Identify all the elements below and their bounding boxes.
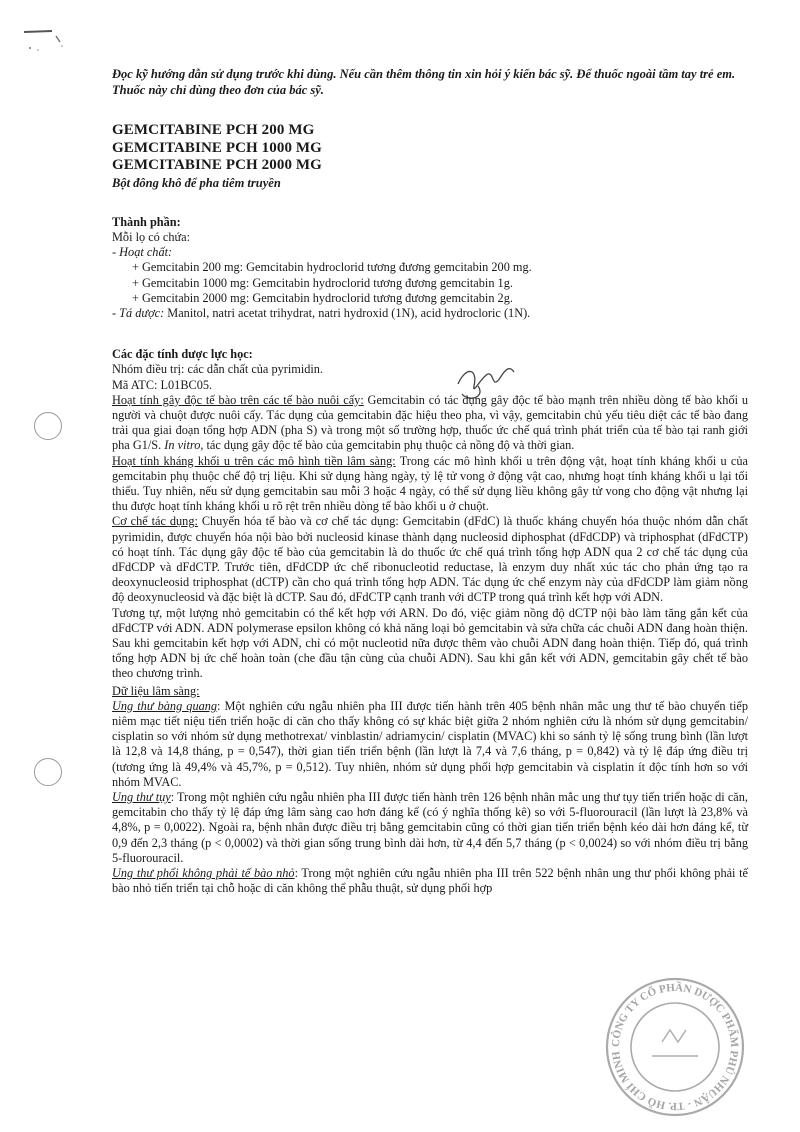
punch-hole	[34, 758, 62, 786]
lung-cancer-paragraph: Ung thư phổi không phải tế bào nhỏ: Trong một nghiên cứu ngẫu nhiên pha III trên 522 bệnh nhân ung thư phổi không phải tế bào nhỏ tiến triển tại chỗ hoặc di căn không thể phẫu thuật, sử dụng phối hợp	[112, 866, 748, 896]
scan-mark-decoration	[18, 18, 78, 58]
therapeutic-group: Nhóm điều trị: các dẫn chất của pyrimidin.	[112, 362, 324, 377]
mechanism-paragraph: Cơ chế tác dụng: Chuyển hóa tế bào và cơ chế tác dụng: Gemcitabin (dFdC) là thuốc kháng chuyển hóa thuộc nhóm dẫn chất pyrimidin, được chuyển hóa nội bào bởi nucleosid kinase thành dạng nucleosid diphosphat (dFdCDP) và triphosphat (dFdCTP) có hoạt tính. Tác dụng gây độc tế bào của gemcitabin là do thuốc ức chế quá trình tổng hợp ADN qua 2 cơ chế tác dụng của dFdCDP và dFdCTP. Trước tiên, dFdCDP ức chế ribonucleotid reductase, là enzym duy nhất xúc tác cho phản ứng tạo ra deoxynucleosid triphosphat (dCTP) cần cho quá trình tổng hợp ADN. Tác dụng ức chế enzym này của dFdCDP làm giảm nồng độ deoxynucleosid và đặc biệt là dCTP. Sau đó, dFdCTP cạnh tranh với dCTP trong quá trình kết hợp với ADN.	[112, 514, 748, 605]
product-name: GEMCITABINE PCH 2000 MG	[112, 157, 322, 173]
mechanism-paragraph-continued: Tương tự, một lượng nhỏ gemcitabin có thể kết hợp với ARN. Do đó, việc giảm nồng độ dCTP nội bào làm tăng gắn kết của dFdCTP với ADN. ADN polymerase epsilon không có khả năng loại bỏ gemcitabin và sửa chữa các chuỗi ADN đang hoàn thiện. Sau khi gemcitabin kết hợp với ADN, chỉ có một nucleotid nữa được thêm vào chuỗi ADN đang hoàn thiện. Tiếp đó, quá trình tổng hợp ADN bị ức chế hoàn toàn (che đầu tận cùng của chuỗi ADN). Sau khi gắn kết với ADN, gemcitabin gây chết tế bào theo chương trình.	[112, 605, 748, 681]
svg-text:CÔNG TY CỔ PHẦN DƯỢC PHẨM PHÚ	[610, 981, 741, 1112]
paragraph-heading: Cơ chế tác dụng:	[112, 514, 198, 529]
paragraph-heading: Ung thư tụy	[112, 790, 171, 805]
bladder-cancer-paragraph: Ung thư bàng quang: Một nghiên cứu ngẫu nhiên pha III được tiến hành trên 405 bệnh nhân mắc ung thư tế bào chuyển tiếp niêm mạc tiết niệu tiến triển hoặc di căn cho thấy không có sự khác biệt giữa 2 nhóm nghiên cứu là nhóm sử dụng gemcitabin/ cisplatin so với nhóm sử dụng methotrexat/ vinblastin/ adriamycin/ cisplatin (MVAC) khi so sánh tỷ lệ sống trung bình (lần lượt là 12,8 và 14,8 tháng, p = 0,547), thời gian tiến triển bệnh (lần lượt là 7,4 và 7,6 tháng, p = 0,842) và tỷ lệ đáp ứng điều trị (tương ứng là 49,4% và 45,7%, p = 0,512). Tuy nhiên, nhóm sử dụng phối hợp gemcitabin và cisplatin ít độc tính hơn so với nhóm MVAC.	[112, 698, 748, 789]
product-name: GEMCITABINE PCH 200 MG	[112, 122, 315, 138]
excipients	[112, 306, 748, 321]
active-ingredient-item: + Gemcitabin 1000 mg: Gemcitabin hydroclorid tương đương gemcitabin 1g.	[132, 275, 513, 290]
paragraph-heading: Hoạt tính kháng khối u trên các mô hình tiền lâm sàng:	[112, 453, 396, 468]
usage-warning: Đọc kỹ hướng dẫn sử dụng trước khi dùng. Nếu cần thêm thông tin xin hỏi ý kiến bác sỹ. Để thuốc ngoài tầm tay trẻ em. Thuốc này chỉ dùng theo đơn của bác sỹ.	[112, 67, 736, 97]
excipients-text: Manitol, natri acetat trihydrat, natri hydroxid (1N), acid hydrocloric (1N).	[164, 305, 531, 320]
cytotoxic-activity-paragraph: Hoạt tính gây độc tế bào trên các tế bào nuôi cấy: Gemcitabin có tác dụng gây độc tế bào mạnh trên nhiều dòng tế bào khối u người và chuột được nuôi cấy. Tác dụng của gemcitabin đặc hiệu theo pha, vì vậy, gemcitabin chủ yếu tiêu diệt các tế bào đang trải qua giai đoạn tổng hợp ADN (pha S) và trong một số trường hợp, thuốc ức chế quá trình phát triển của tế bào tại ranh giới pha G1/S. In vitro, tác dụng gây độc tế bào của gemcitabin phụ thuộc cả nồng độ và thời gian.	[112, 392, 748, 453]
composition-title: Thành phần:	[112, 214, 181, 229]
product-name: GEMCITABINE PCH 1000 MG	[112, 139, 322, 156]
paragraph-heading: Ung thư bàng quang	[112, 698, 218, 713]
atc-code: Mã ATC: L01BC05.	[112, 377, 213, 392]
punch-hole	[34, 412, 62, 440]
stamp-text: CÔNG TY CỔ PHẦN DƯỢC PHẨM PHÚ NHUẬN - TP. HỒ CHÍ MINH	[609, 981, 741, 1113]
pharmacodynamics-title: Các đặc tính dược lực học:	[112, 347, 253, 362]
document-body	[112, 66, 748, 896]
company-stamp-icon	[600, 972, 750, 1122]
active-ingredient-item: + Gemcitabin 2000 mg: Gemcitabin hydroclorid tương đương gemcitabin 2g.	[132, 290, 513, 305]
paragraph-heading: Hoạt tính gây độc tế bào trên các tế bào nuôi cấy:	[112, 392, 364, 407]
active-ingredient-item: + Gemcitabin 200 mg: Gemcitabin hydroclorid tương đương gemcitabin 200 mg.	[132, 260, 532, 275]
antitumor-activity-paragraph: Hoạt tính kháng khối u trên các mô hình tiền lâm sàng: Trong các mô hình khối u trên động vật, hoạt tính kháng khối u của gemcitabin phụ thuộc chế độ trị liệu. Khi sử dụng hàng ngày, tỷ lệ tử vong ở động vật cao, nhưng hoạt tính kháng khối u lại tối thiểu. Tuy nhiên, nếu sử dụng gemcitabin sau mỗi 3 hoặc 4 ngày, có thể sử dụng liều không gây tử vong cho động vật nhưng lại thu được hoạt tính kháng khối u rõ rệt trên nhiều dòng tế bào khối u ở chuột.	[112, 453, 748, 514]
excipients-label: - Tá dược:	[112, 305, 165, 320]
active-ingredient-label: - Hoạt chất:	[112, 245, 173, 260]
pancreatic-cancer-paragraph: Ung thư tụy: Trong một nghiên cứu ngẫu nhiên pha III được tiến hành trên 126 bệnh nhân mắc ung thư tụy tiến triển hoặc di căn, gemcitabin cho thấy tỷ lệ đáp ứng lâm sàng cao hơn đáng kể (có ý nghĩa thống kê) so với 5-fluorouracil (lần lượt là 23,8% và 4,8%, p = 0,0022). Ngoài ra, bệnh nhân được điều trị bằng gemcitabin cũng có thời gian tiến triển bệnh kéo dài hơn đáng kể, từ 0,9 đến 2,3 tháng (p < 0,0002) và thời gian sống trung bình dài hơn, từ 4,4 đến 5,7 tháng (p < 0,0024) so với nhóm điều trị bằng 5-fluorouracil.	[112, 790, 748, 865]
composition-intro: Mỗi lọ có chứa:	[112, 229, 191, 244]
clinical-data-title: Dữ liệu lâm sàng:	[112, 683, 200, 698]
paragraph-heading: Ung thư phổi không phải tế bào nhỏ	[112, 866, 295, 881]
dosage-form: Bột đông khô để pha tiêm truyền	[112, 175, 281, 190]
